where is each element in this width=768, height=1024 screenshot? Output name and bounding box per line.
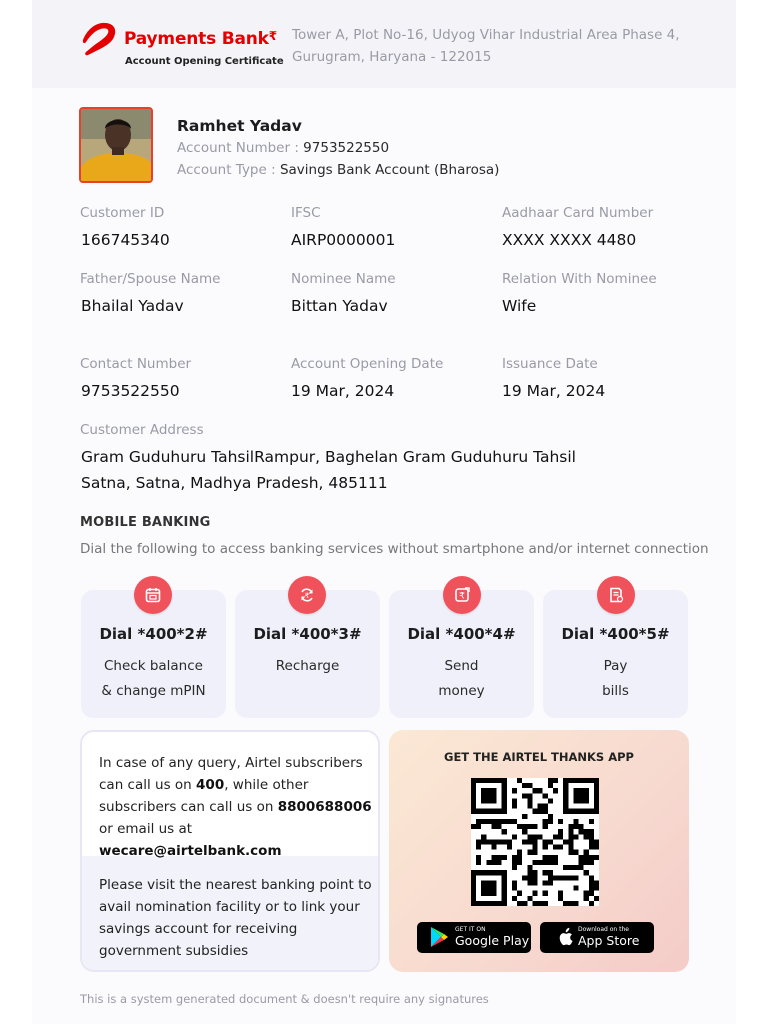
airtel-helpline-number: 400 (196, 777, 225, 793)
father-label: Father/Spouse Name (80, 271, 221, 287)
nomination-line4: government subsidies (99, 943, 249, 959)
father-value: Bhailal Yadav (81, 297, 184, 315)
nomination-line1: Please visit the nearest banking point to (99, 877, 372, 893)
dial-description (87, 654, 220, 704)
calendar-icon (134, 576, 172, 614)
dial-desc-line1: Check balance (104, 658, 203, 674)
certificate-subtitle: Account Opening Certificate (125, 56, 284, 67)
customer-portrait-image (81, 109, 153, 183)
dial-code: Dial *400*4# (407, 625, 516, 643)
opening-date-value: 19 Mar, 2024 (291, 382, 395, 400)
customer-address (81, 444, 701, 496)
query-line2-tail: , while other (224, 777, 309, 793)
qr-code[interactable] (471, 778, 599, 906)
account-type-value: Savings Bank Account (Bharosa) (279, 162, 500, 178)
address-line1: Gram Guduhuru TahsilRampur, Baghelan Gram Guduhuru Tahsil (81, 448, 576, 466)
customer-id-value: 166745340 (81, 231, 170, 249)
rupee-send-icon (443, 576, 481, 614)
customer-id-label: Customer ID (80, 205, 165, 221)
query-line3-text: subscribers can call us on (99, 799, 278, 815)
dial-code: Dial *400*3# (253, 625, 362, 643)
relation-value: Wife (502, 297, 537, 315)
footer-disclaimer: This is a system generated document & doesn't require any signatures (80, 992, 489, 1006)
query-contact-text (99, 752, 378, 862)
google-play-icon (429, 926, 449, 948)
bank-address-line2: Gurugram, Haryana - 122015 (292, 49, 492, 65)
customer-photo (79, 107, 153, 183)
nominee-value: Bittan Yadav (291, 297, 388, 315)
mobile-banking-description: Dial the following to access banking services without smartphone and/or internet connection (80, 541, 709, 557)
account-number-label: Account Number : (177, 140, 299, 156)
apple-icon (557, 927, 573, 947)
google-play-small-text: GET IT ON (455, 926, 486, 933)
account-number-value: 9753522550 (303, 140, 390, 156)
app-store-small-text: Download on the (578, 926, 629, 933)
relation-label: Relation With Nominee (502, 271, 657, 287)
nomination-line3: savings account for receiving (99, 921, 298, 937)
bank-address-line1: Tower A, Plot No-16, Udyog Vihar Industrial Area Phase 4, (292, 27, 680, 43)
rupee-symbol: ₹ (268, 29, 277, 43)
google-play-big-text: Google Play (455, 933, 530, 948)
account-number-row (177, 140, 389, 156)
aadhaar-value: XXXX XXXX 4480 (502, 231, 637, 249)
ifsc-value: AIRP0000001 (291, 231, 396, 249)
nominee-label: Nominee Name (291, 271, 396, 287)
account-type-label: Account Type : (177, 162, 276, 178)
dial-code: Dial *400*5# (561, 625, 670, 643)
brand-name (124, 29, 277, 49)
mobile-banking-title: MOBILE BANKING (80, 515, 211, 530)
account-type-row (177, 162, 499, 178)
query-line2 (99, 774, 378, 796)
contact-value: 9753522550 (81, 382, 180, 400)
svg-text:₹: ₹ (459, 591, 465, 602)
app-download-box (389, 730, 689, 972)
contact-label: Contact Number (80, 356, 192, 372)
app-title[interactable]: GET THE AIRTEL THANKS APP (444, 750, 634, 764)
support-email: wecare@airtelbank.com (99, 843, 282, 859)
dial-desc-line2: money (438, 683, 485, 699)
address-line2: Satna, Satna, Madhya Pradesh, 485111 (81, 474, 388, 492)
query-line2-text: can call us on (99, 777, 197, 793)
query-line4 (99, 818, 378, 862)
dial-description (241, 654, 374, 679)
customer-name: Ramhet Yadav (177, 117, 302, 135)
ifsc-label: IFSC (291, 205, 321, 221)
dial-desc-line2: & change mPIN (101, 683, 206, 699)
dial-description (395, 654, 528, 704)
query-info-box (80, 730, 380, 972)
other-helpline-number: 8800688006 (277, 799, 372, 815)
dial-description (549, 654, 682, 704)
refresh-icon (288, 576, 326, 614)
aadhaar-label: Aadhaar Card Number (502, 205, 654, 221)
app-store-button[interactable] (540, 922, 654, 953)
bank-address (292, 24, 692, 68)
query-line1: In case of any query, Airtel subscribers (99, 755, 363, 771)
issuance-date-label: Issuance Date (502, 356, 598, 372)
dial-desc-line1: Recharge (275, 658, 340, 674)
dial-code: Dial *400*2# (99, 625, 208, 643)
app-store-big-text: App Store (578, 933, 640, 948)
address-label: Customer Address (80, 422, 204, 438)
google-play-button[interactable] (417, 922, 531, 953)
query-line3 (99, 796, 378, 818)
dial-desc-line1: Send (444, 658, 479, 674)
airtel-logo-icon (78, 18, 120, 60)
query-line4-text: or email us at (99, 821, 193, 837)
bill-icon (597, 576, 635, 614)
brand-text: Payments Bank (124, 29, 269, 49)
svg-text:₹: ₹ (304, 592, 310, 600)
dial-desc-line2: bills (602, 683, 629, 699)
dial-desc-line1: Pay (603, 658, 628, 674)
opening-date-label: Account Opening Date (291, 356, 444, 372)
nomination-line2: avail nomination facility or to link your (99, 899, 360, 915)
issuance-date-value: 19 Mar, 2024 (502, 382, 606, 400)
nomination-text (99, 874, 372, 962)
